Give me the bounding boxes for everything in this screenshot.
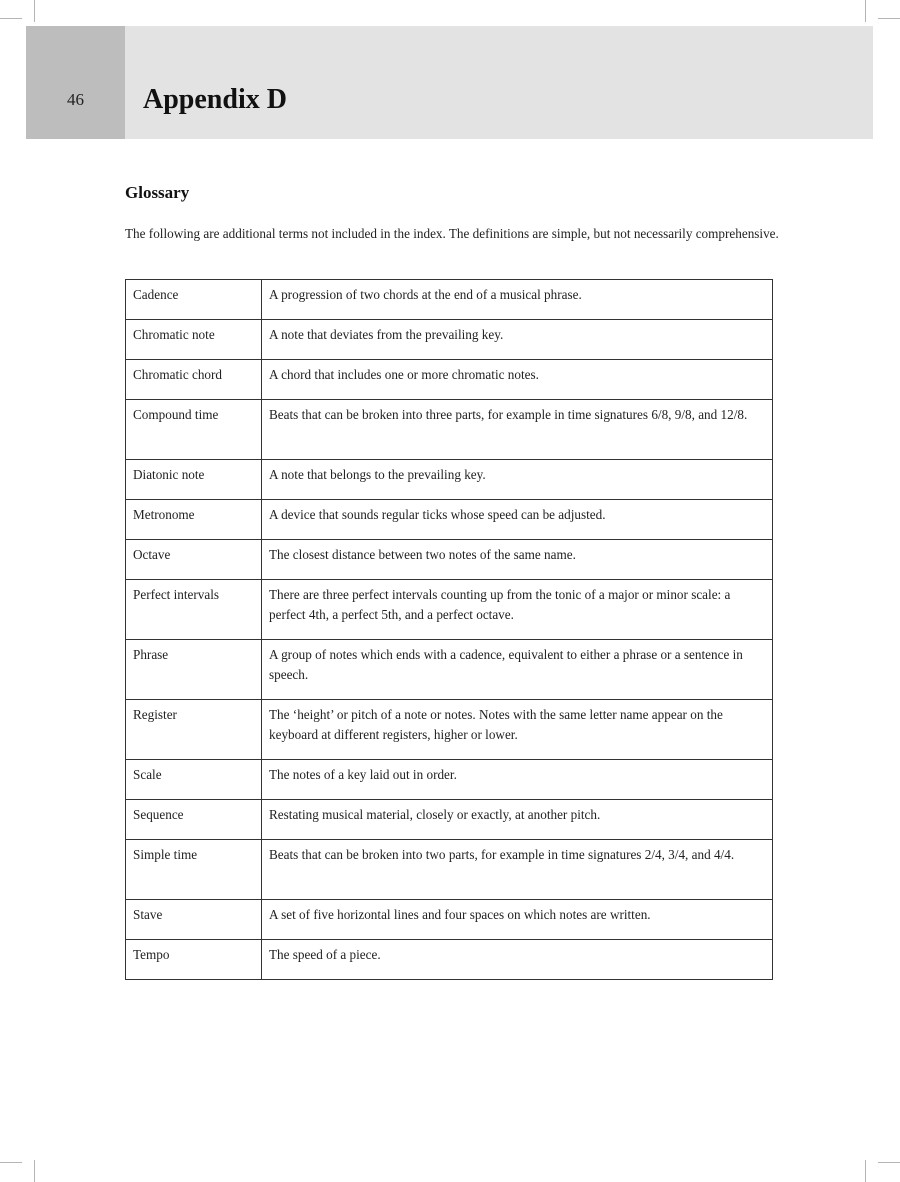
table-row [126,640,773,700]
glossary-definition: There are three perfect intervals counting up from the tonic of a major or minor scale: a perfect 4th, a perfect 5th, and a perfect octave. [262,580,773,640]
glossary-definition: Beats that can be broken into two parts, for example in time signatures 2/4, 3/4, and 4/4. [262,840,773,900]
glossary-term: Octave [126,540,262,580]
crop-mark [0,1162,22,1163]
glossary-definition: A note that deviates from the prevailing key. [262,320,773,360]
glossary-term: Sequence [126,800,262,840]
table-row [126,700,773,760]
glossary-term: Perfect intervals [126,580,262,640]
glossary-table [125,279,773,980]
glossary-term: Metronome [126,500,262,540]
crop-mark [0,18,22,19]
glossary-definition: The closest distance between two notes of the same name. [262,540,773,580]
glossary-definition: Beats that can be broken into three parts, for example in time signatures 6/8, 9/8, and 12/8. [262,400,773,460]
glossary-definition: Restating musical material, closely or exactly, at another pitch. [262,800,773,840]
table-row [126,280,773,320]
table-row [126,400,773,460]
glossary-term: Register [126,700,262,760]
glossary-definition: A chord that includes one or more chromatic notes. [262,360,773,400]
table-row [126,580,773,640]
glossary-term: Tempo [126,940,262,980]
glossary-term: Cadence [126,280,262,320]
crop-mark [865,0,866,22]
glossary-term: Chromatic chord [126,360,262,400]
table-row [126,940,773,980]
table-row [126,840,773,900]
intro-paragraph: The following are additional terms not included in the index. The definitions are simple, but not necessarily comprehensive. [125,226,779,241]
glossary-term: Stave [126,900,262,940]
crop-mark [878,18,900,19]
crop-mark [34,1160,35,1182]
glossary-definition: A device that sounds regular ticks whose speed can be adjusted. [262,500,773,540]
chapter-title: Appendix D [143,84,287,115]
table-row [126,320,773,360]
page-number: 46 [67,90,84,109]
crop-mark [865,1160,866,1182]
table-row [126,540,773,580]
page-number-box [26,26,125,139]
glossary-term: Chromatic note [126,320,262,360]
glossary-term: Diatonic note [126,460,262,500]
glossary-term: Simple time [126,840,262,900]
table-row [126,500,773,540]
crop-mark [878,1162,900,1163]
crop-mark [34,0,35,22]
glossary-definition: A note that belongs to the prevailing key. [262,460,773,500]
glossary-definition: A group of notes which ends with a cadence, equivalent to either a phrase or a sentence in speech. [262,640,773,700]
table-row [126,800,773,840]
glossary-definition: The speed of a piece. [262,940,773,980]
section-heading: Glossary [125,183,190,202]
table-row [126,760,773,800]
glossary-term: Phrase [126,640,262,700]
glossary-definition: The ‘height’ or pitch of a note or notes. Notes with the same letter name appear on the keyboard at different registers, higher or lower. [262,700,773,760]
table-row [126,360,773,400]
glossary-term: Compound time [126,400,262,460]
table-row [126,460,773,500]
glossary-definition: A progression of two chords at the end of a musical phrase. [262,280,773,320]
glossary-term: Scale [126,760,262,800]
table-row [126,900,773,940]
glossary-definition: The notes of a key laid out in order. [262,760,773,800]
glossary-definition: A set of five horizontal lines and four spaces on which notes are written. [262,900,773,940]
